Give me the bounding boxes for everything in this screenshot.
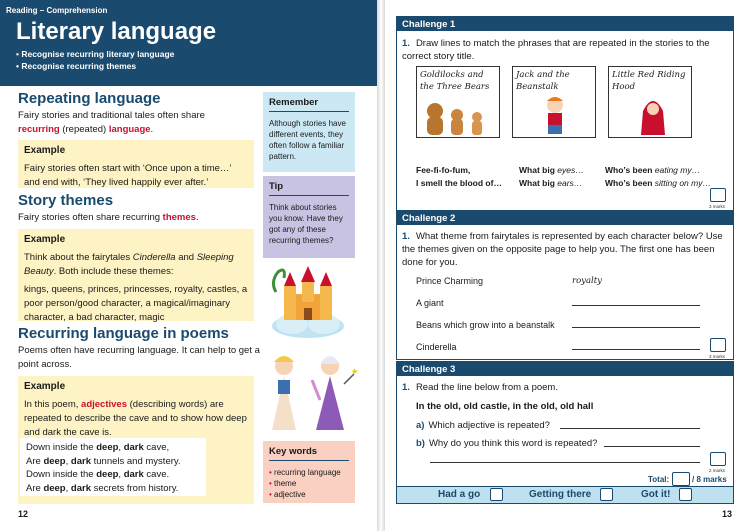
key-word-item: • adjective (269, 489, 349, 500)
challenge-2-question: 1. What theme from fairytales is represented by each character below? Use the themes given on the opposite page to help you. The first one has been done for you. (402, 231, 723, 268)
had-a-go-checkbox[interactable] (490, 488, 503, 501)
remember-label: Remember (269, 97, 349, 112)
key-words-label: Key words (269, 446, 349, 461)
challenge-1-marks: 3 marks (709, 204, 726, 209)
tip-text: Think about stories you know. Have they got any of these recurring themes? (269, 203, 343, 245)
total-marks: / 8 marks (692, 475, 727, 484)
red-riding-hood-icon (633, 95, 673, 135)
total-label: Total: (648, 475, 670, 484)
themes-list: kings, queens, princes, princesses, royalty, castles, a poor person/good character, a magical/imaginary character, a bad character, magic (24, 284, 248, 323)
example-text: Fairy stories often start with ‘Once upon a time…’ and end with, ‘They lived happily ever after.’ (24, 163, 232, 188)
tip-box (263, 176, 355, 258)
subject-label: Reading – Comprehension (6, 6, 108, 15)
remember-box (263, 92, 355, 172)
challenge-1-header: Challenge 1 (397, 17, 733, 31)
poem-line: In the old, old castle, in the old, old hall (416, 401, 594, 412)
example-text: In this poem, adjectives (describing words) are repeated to describe the cave and to show how deep and dark the cave is. (24, 399, 247, 438)
character-label: A giant (416, 298, 444, 308)
heading-story-themes: Story themes (18, 192, 114, 209)
poem-line: Are deep, dark tunnels and mystery. (26, 455, 181, 467)
heading-recurring-poems: Recurring language in poems (18, 325, 229, 342)
phrase-what-big[interactable]: What big eyes… What big ears… (519, 165, 584, 188)
question-b: b) Why do you think this word is repeated? (416, 438, 598, 449)
book-spine (377, 0, 385, 531)
challenge-3-marks-box[interactable] (710, 452, 726, 466)
progress-got-it: Got it! (641, 489, 671, 500)
themes-text: Fairy stories often share recurring themes. (18, 212, 199, 223)
answer-line[interactable] (572, 327, 700, 328)
key-words-list (269, 467, 349, 500)
phrase-whos-been[interactable]: Who’s been eating my… Who’s been sitting on my… (605, 165, 711, 188)
fairytale-characters-illustration (258, 350, 358, 434)
example-label: Example (24, 145, 66, 156)
character-label: Beans which grow into a beanstalk (416, 320, 555, 330)
objective-item: • Recognise recurring literary language (16, 48, 174, 60)
phrase-giant[interactable]: Fee-fi-fo-fum, I smell the blood of… (416, 165, 502, 188)
progress-had-a-go: Had a go (438, 489, 481, 500)
jack-icon (535, 95, 575, 135)
character-label: Prince Charming (416, 276, 484, 286)
theme-answer: royalty (572, 276, 602, 286)
example-label: Example (24, 381, 66, 392)
answer-line[interactable] (572, 305, 700, 306)
challenge-1-marks-box[interactable] (710, 188, 726, 202)
story-box-jack[interactable]: Jack and the Beanstalk (512, 66, 596, 138)
challenge-3-question: 1. Read the line below from a poem. (402, 382, 558, 393)
castle-illustration (266, 262, 350, 342)
learning-objectives (16, 48, 174, 72)
remember-text: Although stories have different events, they often follow a familiar pattern. (269, 119, 346, 161)
progress-getting-there: Getting there (529, 489, 592, 500)
repeating-text: Fairy stories and traditional tales often share recurring (repeated) language. (18, 110, 205, 135)
got-it-checkbox[interactable] (679, 488, 692, 501)
poem-excerpt (20, 438, 206, 496)
challenge-2-marks: 3 marks (709, 354, 726, 359)
key-word-item: • theme (269, 478, 349, 489)
challenge-3-header: Challenge 3 (397, 362, 733, 376)
page-number-right: 13 (722, 509, 733, 519)
challenge-1-question: 1. Draw lines to match the phrases that are repeated in the stories to the correct story title. (402, 38, 710, 62)
key-words-box (263, 441, 355, 503)
question-a: a) Which adjective is repeated? (416, 420, 550, 431)
example-text: Think about the fairytales Cinderella and Sleeping Beauty. Both include these themes: (24, 252, 234, 277)
challenge-2-marks-box[interactable] (710, 338, 726, 352)
poem-line: Down inside the deep, dark cave. (26, 469, 170, 480)
answer-line-b-continued[interactable] (430, 462, 700, 463)
page-number-left: 12 (18, 509, 29, 519)
tip-label: Tip (269, 181, 349, 196)
page-title: Literary language (16, 18, 217, 45)
getting-there-checkbox[interactable] (600, 488, 613, 501)
total-box[interactable] (672, 472, 690, 486)
character-label: Cinderella (416, 342, 457, 352)
story-box-goldilocks[interactable]: Goldilocks and the Three Bears (416, 66, 500, 138)
answer-line[interactable] (572, 349, 700, 350)
objective-item: • Recognise recurring themes (16, 60, 174, 72)
poems-text: Poems often have recurring language. It can help to get a point across. (18, 345, 260, 370)
page-header (0, 0, 378, 86)
example-label: Example (24, 234, 66, 245)
answer-line-b[interactable] (604, 446, 700, 447)
example-box-themes (18, 229, 254, 321)
key-word-item: • recurring language (269, 467, 349, 478)
heading-repeating-language: Repeating language (18, 90, 161, 107)
svg-text:★: ★ (351, 367, 358, 376)
story-box-red-riding-hood[interactable]: Little Red Riding Hood (608, 66, 692, 138)
challenge-3-marks: 2 marks (709, 468, 726, 473)
three-bears-icon (421, 99, 495, 135)
example-box-repeating (18, 140, 254, 188)
poem-line: Are deep, dark secrets from history. (26, 482, 179, 494)
poem-line: Down inside the deep, dark cave, (26, 442, 170, 453)
answer-line-a[interactable] (560, 428, 700, 429)
challenge-2-header: Challenge 2 (397, 211, 733, 225)
